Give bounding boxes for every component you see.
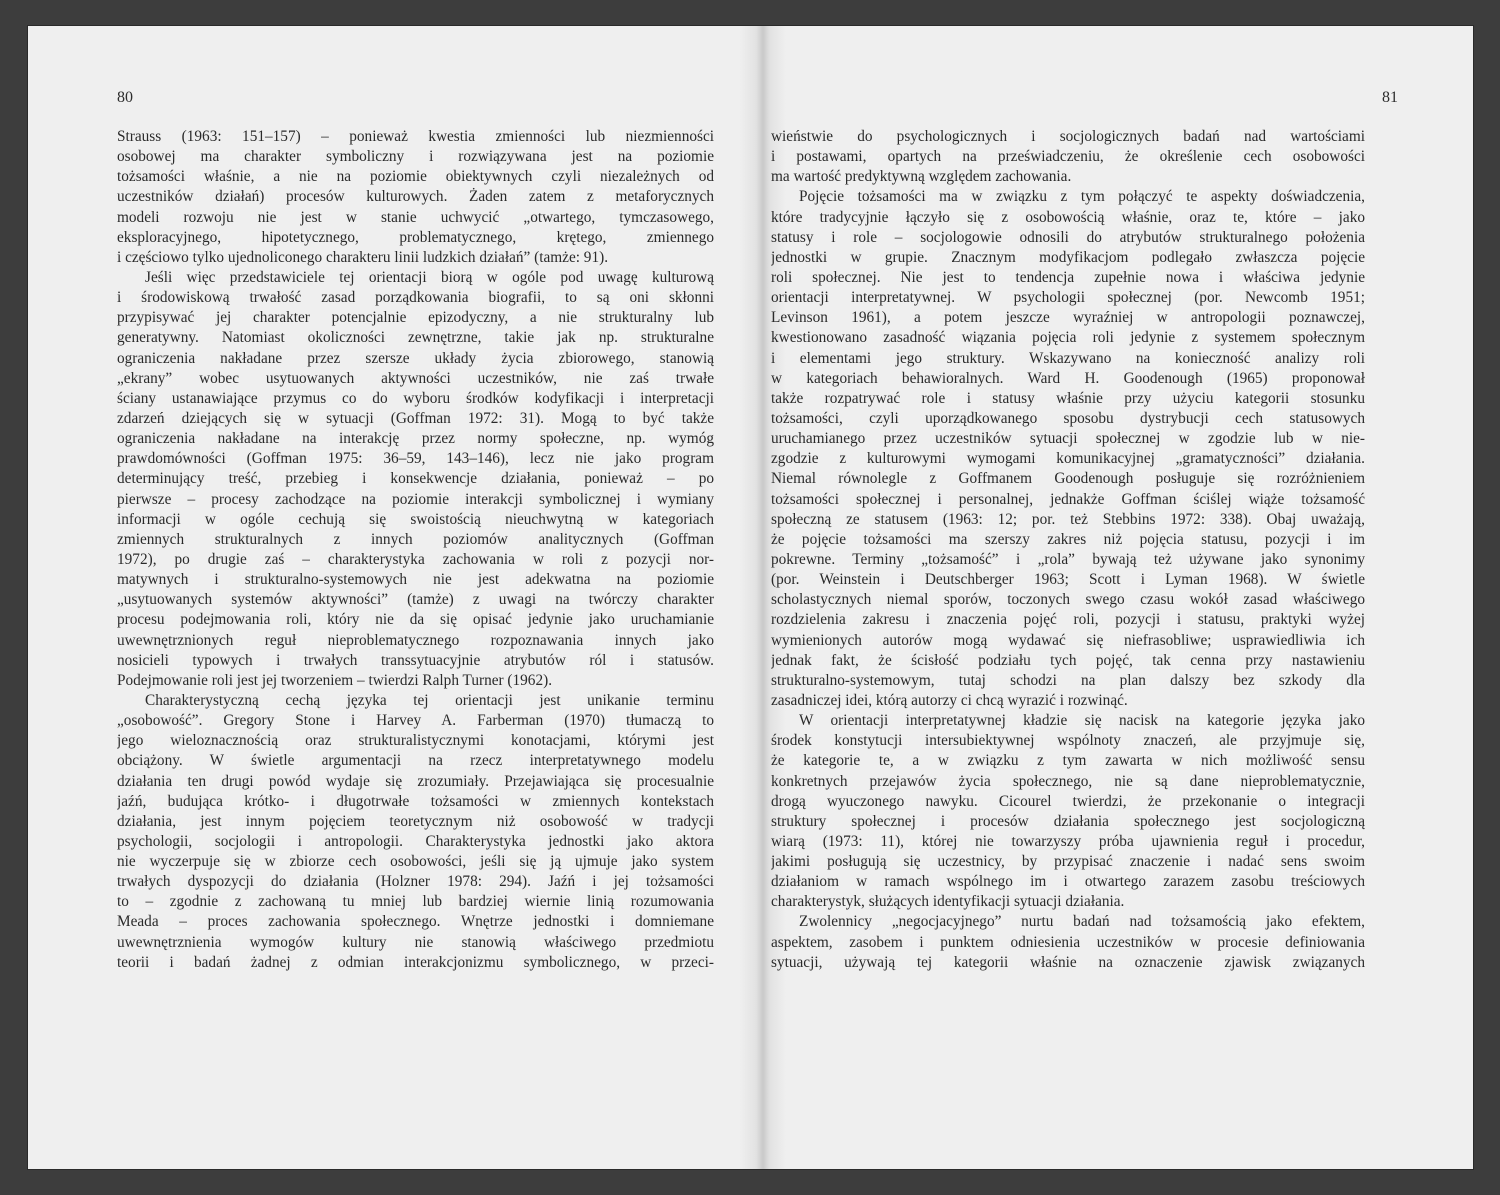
text-line: które tradycyjnie łączyło się z osobowością właśnie, oraz te, które – jako bbox=[771, 208, 1365, 226]
text-line: „ekrany” wobec usytuowanych aktywności uczestników, nie zaś trwałe bbox=[117, 369, 714, 387]
text-line: pokrewne. Terminy „tożsamość” i „rola” bywają też używane jako synonimy bbox=[771, 550, 1365, 568]
text-line: eksploracyjnego, hipotetycznego, problematycznego, krętego, zmiennego bbox=[117, 228, 714, 246]
text-line: psychologii, socjologii i antropologii. Charakterystyka jednostki jako aktora bbox=[117, 832, 714, 850]
text-line: kwestionowano zasadność wiązania pojęcia roli jedynie z systemem społecznym bbox=[771, 329, 1365, 347]
text-line: uwewnętrznionych reguł nieproblematycznego rozpoznawania innych jako bbox=[117, 631, 714, 649]
text-line: strukturalno-systemowym, tutaj schodzi na plan dalszy bez szkody dla bbox=[771, 671, 1365, 689]
text-line: jego wieloznacznością oraz strukturalistycznymi konotacjami, którymi jest bbox=[117, 732, 714, 750]
text-line: scholastycznych niemal sporów, toczonych swego czasu wokół zasad właściwego bbox=[771, 591, 1365, 609]
text-line: „usytuowanych systemów aktywności” (tamże) z uwagi na twórczy charakter bbox=[117, 591, 714, 609]
text-line: informacji w ogóle cechują się swoistością nieuchwytną w kategoriach bbox=[117, 510, 714, 528]
text-line: drogą wyuczonego nawyku. Cicourel twierdzi, że przekonanie o integracji bbox=[771, 792, 1365, 810]
text-line: konkretnych przejawów życia społecznego, nie są dane nieproblematycznie, bbox=[771, 772, 1365, 790]
page-number: 81 bbox=[1382, 89, 1398, 106]
text-line: Jeśli więc przedstawiciele tej orientacji biorą w ogóle pod uwagę kulturową bbox=[145, 268, 714, 286]
text-line: zasadniczej idei, którą autorzy ci chcą wyrazić i rozwinąć. bbox=[771, 691, 1128, 709]
text-line: struktury społecznej i procesów działania społecznego jest socjologiczną bbox=[771, 812, 1365, 830]
text-line: (por. Weinstein i Deutschberger 1963; Scott i Lyman 1968). W świetle bbox=[771, 571, 1365, 589]
text-line: matywnych i strukturalno-systemowych nie jest adekwatna na poziomie bbox=[117, 571, 714, 589]
text-line: działania ten drugi powód wydaje się zrozumiały. Przejawiająca się procesualnie bbox=[117, 772, 714, 790]
text-line: zgodzie z kulturowymi wymogami komunikacyjnej „gramatyczności” działania. bbox=[771, 450, 1365, 468]
text-line: pierwsze – procesy zachodzące na poziomie interakcji symbolicznej i wymiany bbox=[117, 490, 714, 508]
text-line: w kategoriach behawioralnych. Ward H. Goodenough (1965) proponował bbox=[771, 369, 1365, 387]
text-line: tożsamości, czyli uporządkowanego sposobu dystrybucji cech statusowych bbox=[771, 409, 1365, 427]
text-line: Meada – proces zachowania społecznego. Wnętrze jednostki i domniemane bbox=[117, 913, 714, 931]
text-line: ograniczenia nakładane na interakcję przez normy społeczne, np. wymóg bbox=[117, 430, 714, 448]
text-line: wieństwie do psychologicznych i socjologicznych badań nad wartościami bbox=[771, 128, 1365, 145]
text-line: uruchamianego przez uczestników sytuacji społecznej w zgodzie lub w nie- bbox=[771, 430, 1365, 448]
text-line: ma wartość predyktywną względem zachowania. bbox=[771, 168, 1072, 186]
text-line: i elementami jego struktury. Wskazywano na konieczność analizy roli bbox=[771, 349, 1365, 367]
text-line: i częściowo tylko ujednoliconego charakteru linii ludzkich działań” (tamże: 91). bbox=[117, 248, 609, 266]
text-line: generatywny. Natomiast okoliczności zewnętrzne, takie jak np. strukturalne bbox=[117, 329, 714, 347]
text-line: sytuacji, używają tej kategorii właśnie na oznaczenie zjawisk związanych bbox=[771, 953, 1365, 971]
text-line: teorii i badań żadnej z odmian interakcjonizmu symbolicznego, w przeci- bbox=[117, 953, 714, 971]
text-line: i środowiskową trwałość zasad porządkowania biografii, to są oni skłonni bbox=[117, 289, 714, 307]
page-text bbox=[771, 127, 1365, 973]
text-line: W orientacji interpretatywnej kładzie się nacisk na kategorie języka jako bbox=[799, 712, 1365, 730]
text-line: przypisywać jej charakter potencjalnie epizodyczny, a nie strukturalny lub bbox=[117, 309, 714, 327]
text-line: roli społecznej. Nie jest to tendencja zupełnie nowa i właściwa jedynie bbox=[771, 268, 1365, 286]
text-line: uwewnętrznienia wymogów kultury nie stanowią właściwego przedmiotu bbox=[117, 933, 714, 951]
text-line: społeczną ze statusem (1963: 12; por. też Stebbins 1972: 338). Obaj uważają, bbox=[771, 510, 1365, 528]
text-line: Charakterystyczną cechą języka tej orientacji jest unikanie terminu bbox=[145, 691, 714, 709]
text-line: i postawami, opartych na przeświadczeniu, że określenie cech osobowości bbox=[771, 148, 1365, 166]
text-line: trwałych dyspozycji do działania (Holzner 1978: 294). Jaźń i jej tożsamości bbox=[117, 873, 714, 891]
text-line: orientacji interpretatywnej. W psychologii społecznej (por. Newcomb 1951; bbox=[771, 289, 1365, 307]
text-line: Strauss (1963: 151–157) – ponieważ kwestia zmienności lub niezmienności bbox=[117, 128, 714, 145]
page-number: 80 bbox=[117, 89, 133, 106]
text-line: prawdomówności (Goffman 1975: 36–59, 143–146), lecz nie jako program bbox=[117, 450, 714, 468]
text-line: środek konstytucji intersubiektywnej wspólnoty znaczeń, ale przyjmuje się, bbox=[771, 732, 1365, 750]
right-page bbox=[763, 26, 1473, 1169]
text-line: że kategorie te, a w związku z tym zawarta w nich możliwość sensu bbox=[771, 752, 1365, 770]
text-line: nie wyczerpuje się w zbiorze cech osobowości, jeśli się ją ujmuje jako system bbox=[117, 853, 714, 871]
text-line: jaźń, budująca krótko- i długotrwałe tożsamości w zmiennych kontekstach bbox=[117, 792, 714, 810]
text-line: modeli rozwoju nie jest w stanie uchwycić „otwartego, tymczasowego, bbox=[117, 208, 714, 226]
text-line: tożsamości właśnie, a nie na poziomie obiektywnych czyli niezależnych od bbox=[117, 168, 714, 186]
text-line: statusy i role – socjologowie odnosili do atrybutów strukturalnego położenia bbox=[771, 228, 1365, 246]
text-line: jednak fakt, że ścisłość podziału tych pojęć, tak cenna przy nastawieniu bbox=[771, 651, 1365, 669]
text-line: wiarą (1973: 11), której nie towarzyszy próba ujawnienia reguł i procedur, bbox=[771, 832, 1365, 850]
text-line: jednostki w grupie. Znacznym modyfikacjom podlegało zwłaszcza pojęcie bbox=[771, 248, 1365, 266]
left-page bbox=[28, 26, 763, 1169]
text-line: osobowej ma charakter symboliczny i rozwiązywana jest na poziomie bbox=[117, 148, 714, 166]
text-line: charakterystyk, służących identyfikacji sytuacji działania. bbox=[771, 893, 1125, 911]
text-line: „osobowość”. Gregory Stone i Harvey A. Farberman (1970) tłumaczą to bbox=[117, 712, 714, 730]
text-line: zmiennych strukturalnych z innych poziomów analitycznych (Goffman bbox=[117, 530, 714, 548]
text-line: zdarzeń dziejących się w sytuacji (Goffman 1972: 31). Mogą to być także bbox=[117, 409, 714, 427]
text-line: także rozpatrywać role i statusy właśnie przy użyciu kategorii stosunku bbox=[771, 389, 1365, 407]
text-line: obciążony. W świetle argumentacji na rzecz interpretatywnego modelu bbox=[117, 752, 714, 770]
text-line: działania, jest innym pojęciem teoretycznym niż osobowość w tradycji bbox=[117, 812, 714, 830]
text-line: wymienionych autorów mogą wydawać się niefrasobliwe; usprawiedliwia ich bbox=[771, 631, 1365, 649]
text-line: determinujący treść, przebieg i konsekwencje działania, ponieważ – po bbox=[117, 470, 714, 488]
text-line: ściany ustanawiające przymus co do wyboru środków kodyfikacji i interpretacji bbox=[117, 389, 714, 407]
text-line: uczestników działań) procesów kulturowych. Żaden zatem z metaforycznych bbox=[117, 188, 714, 206]
text-line: Zwolennicy „negocjacyjnego” nurtu badań nad tożsamością jako efektem, bbox=[799, 913, 1365, 931]
text-line: nosicieli typowych i trwałych transsytuacyjnie atrybutów ról i statusów. bbox=[117, 651, 714, 669]
text-line: ograniczenia nakładane przez szersze układy życia zbiorowego, stanowią bbox=[117, 349, 714, 367]
text-line: procesu podejmowania roli, który nie da się opisać jedynie jako uruchamianie bbox=[117, 611, 714, 629]
text-line: to – zgodnie z zachowaną tu mniej lub bardziej wiernie linią rozumowania bbox=[117, 893, 714, 911]
text-line: jakimi posługują się uczestnicy, by przypisać znaczenie i nadać sens swoim bbox=[771, 853, 1365, 871]
book-spread bbox=[28, 26, 1473, 1169]
text-line: aspektem, zasobem i punktem odniesienia uczestników w procesie definiowania bbox=[771, 933, 1365, 951]
text-line: działaniom w ramach wspólnego im i otwartego zarazem zasobu treściowych bbox=[771, 873, 1365, 891]
text-line: Niemal równolegle z Goffmanem Goodenough posługuje się rozróżnieniem bbox=[771, 470, 1365, 488]
text-line: 1972), po drugie zaś – charakterystyka zachowania w roli z pozycji nor- bbox=[117, 550, 714, 568]
page-text bbox=[117, 127, 714, 973]
text-line: rozdzielenia zakresu i znaczenia pojęć roli, pozycji i statusu, praktyki wyżej bbox=[771, 611, 1365, 629]
text-line: że pojęcie tożsamości ma szerszy zakres niż pojęcia statusu, pozycji i im bbox=[771, 530, 1365, 548]
text-line: Levinson 1961), a potem jeszcze wyraźniej w antropologii poznawczej, bbox=[771, 309, 1365, 327]
text-line: Podejmowanie roli jest jej tworzeniem – twierdzi Ralph Turner (1962). bbox=[117, 671, 553, 689]
text-line: tożsamości społecznej i personalnej, jednakże Goffman ściślej wiąże tożsamość bbox=[771, 490, 1365, 508]
text-line: Pojęcie tożsamości ma w związku z tym połączyć te aspekty doświadczenia, bbox=[799, 188, 1365, 206]
